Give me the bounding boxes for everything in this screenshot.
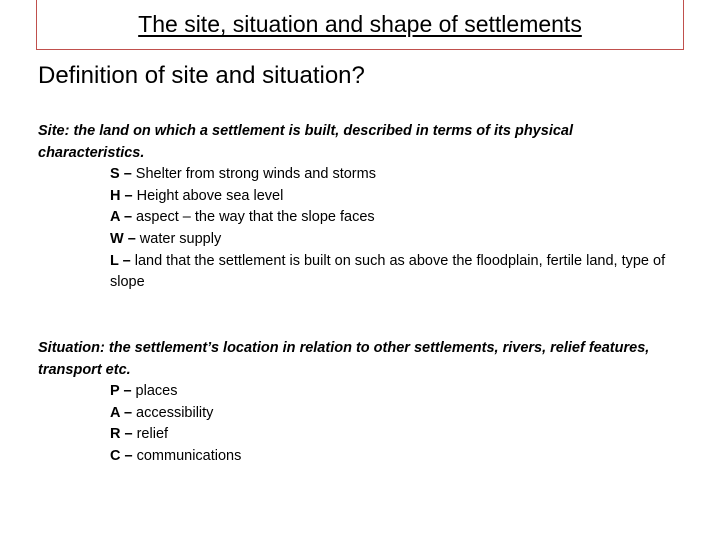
site-section [38, 121, 678, 294]
acronym-letter: A – [110, 209, 133, 226]
title-box [36, 0, 684, 50]
acronym-letter: W – [110, 230, 136, 247]
site-acronym-list [38, 164, 678, 294]
list-item [110, 424, 678, 446]
acronym-text: aspect – the way that the slope faces [132, 209, 375, 226]
list-item [110, 207, 678, 229]
acronym-text: Shelter from strong winds and storms [131, 166, 376, 183]
acronym-text: water supply [135, 230, 222, 247]
list-item [110, 164, 678, 186]
acronym-text: communications [132, 447, 242, 464]
acronym-text: Height above sea level [132, 187, 284, 204]
list-item [110, 403, 678, 425]
acronym-letter: R – [110, 426, 133, 443]
acronym-text: accessibility [132, 404, 214, 421]
acronym-text: land that the settlement is built on such as above the floodplain, fertile land, type of slope [110, 252, 666, 291]
list-item [110, 251, 678, 294]
acronym-text: places [131, 383, 178, 400]
page-title: The site, situation and shape of settlements [138, 11, 582, 37]
situation-definition: Situation: the settlement’s location in relation to other settlements, rivers, relief features, transport etc. [38, 340, 650, 378]
list-item [110, 186, 678, 208]
site-definition: Site: the land on which a settlement is built, described in terms of its physical characteristics. [38, 123, 573, 161]
list-item [110, 229, 678, 251]
acronym-letter: L – [110, 252, 131, 269]
acronym-letter: A – [110, 404, 133, 421]
acronym-text: relief [132, 426, 169, 443]
acronym-letter: S – [110, 166, 132, 183]
section-heading: Definition of site and situation? [38, 62, 365, 89]
situation-acronym-list [38, 381, 678, 467]
acronym-letter: H – [110, 187, 133, 204]
situation-section [38, 338, 678, 468]
list-item [110, 446, 678, 468]
acronym-letter: C – [110, 447, 133, 464]
list-item [110, 381, 678, 403]
acronym-letter: P – [110, 383, 132, 400]
